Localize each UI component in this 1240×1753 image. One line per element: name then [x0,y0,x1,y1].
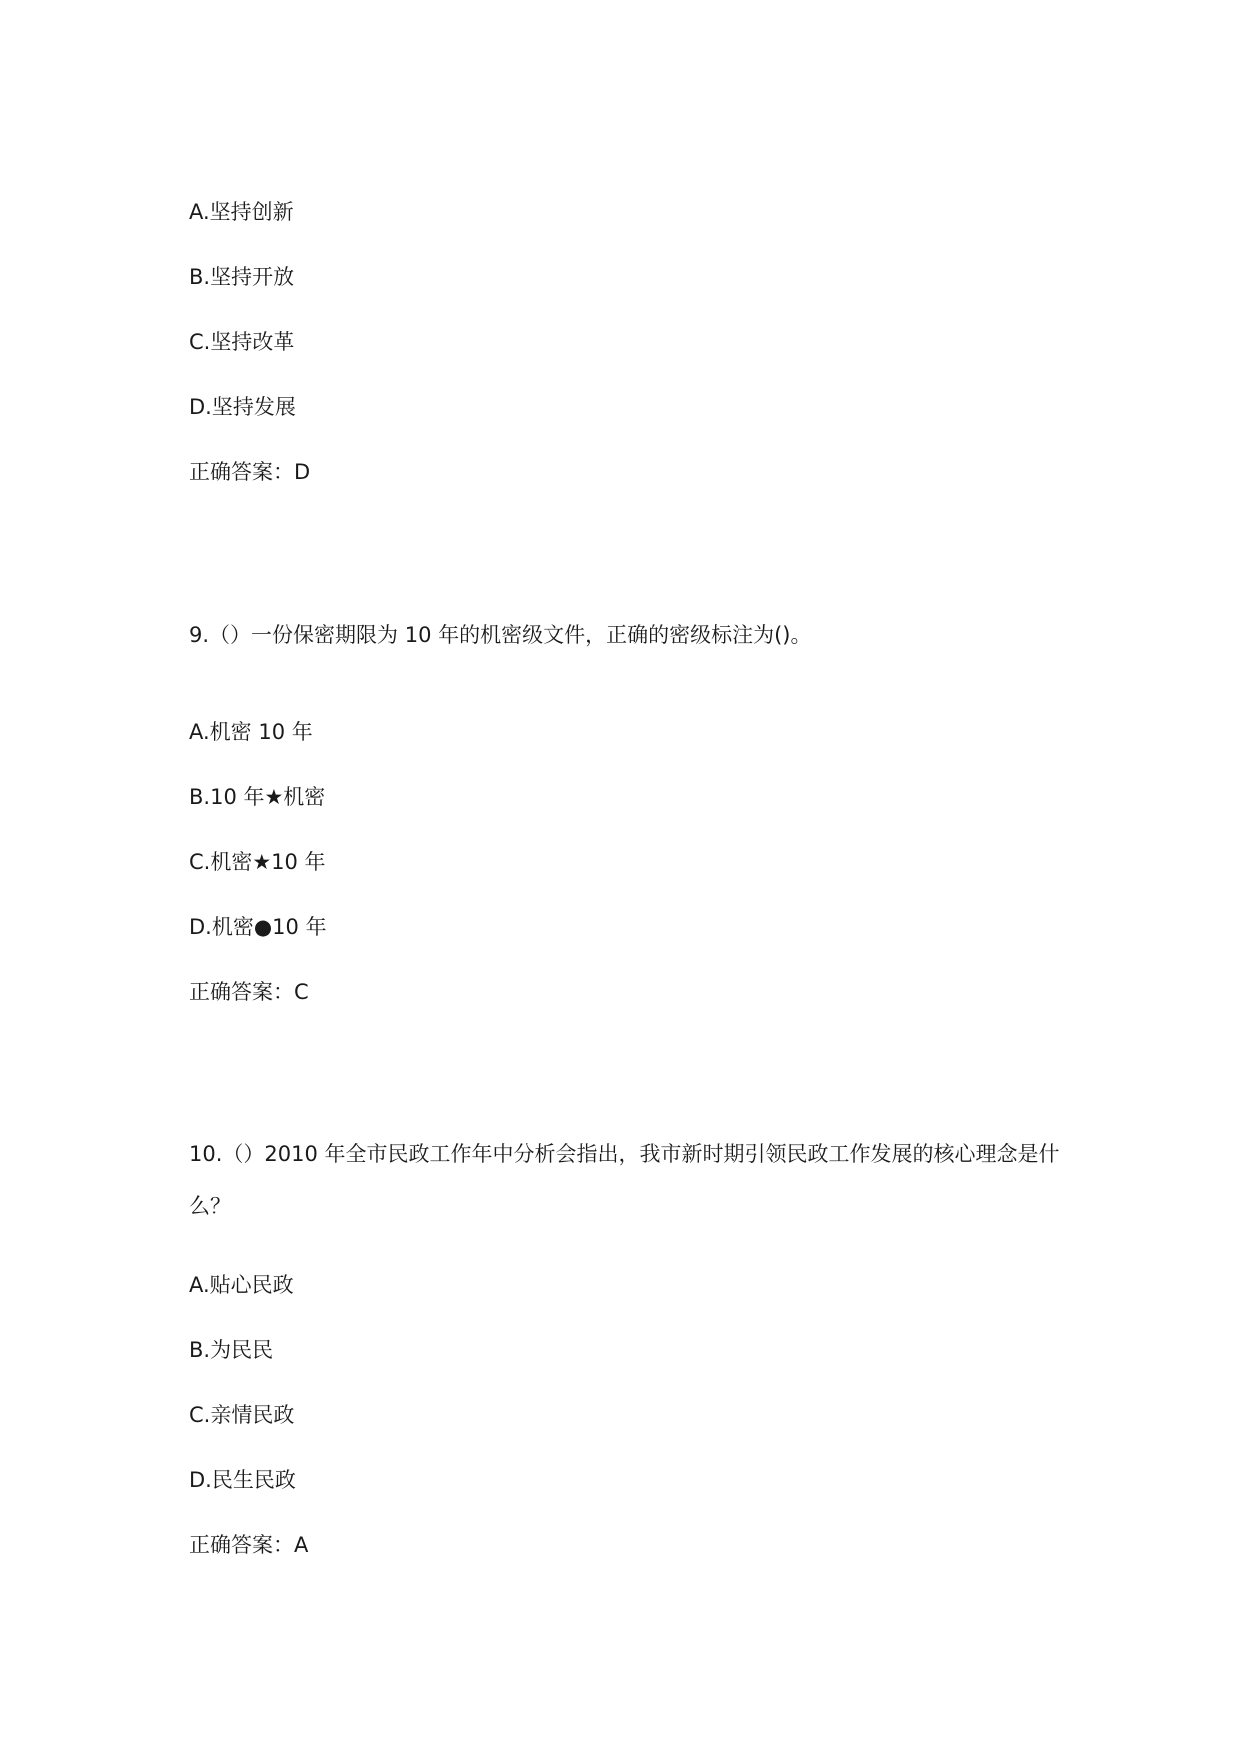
q10-option-c: C.亲情民政 [189,1403,295,1427]
q8-option-c: C.坚持改革 [189,330,295,354]
q9-option-b: B.10 年★机密 [189,785,326,809]
q10-option-b: B.为民民 [189,1338,274,1362]
q8-option-a: A.坚持创新 [189,200,294,224]
q10-question: 10.（）2010 年全市民政工作年中分析会指出，我市新时期引领民政工作发展的核心理念是什么？ [189,1142,1060,1218]
q9-option-a: A.机密 10 年 [189,720,313,744]
q8-option-d: D.坚持发展 [189,395,296,419]
q10-option-d: D.民生民政 [189,1468,296,1492]
q9-option-d: D.机密●10 年 [189,915,327,939]
q9-answer: 正确答案：C [189,980,309,1004]
q8-option-b: B.坚持开放 [189,265,295,289]
q10-answer: 正确答案：A [189,1533,309,1557]
q10-option-a: A.贴心民政 [189,1273,294,1297]
q8-answer: 正确答案：D [189,460,311,484]
q9-question: 9.（）一份保密期限为 10 年的机密级文件，正确的密级标注为()。 [189,623,812,647]
q9-option-c: C.机密★10 年 [189,850,326,874]
